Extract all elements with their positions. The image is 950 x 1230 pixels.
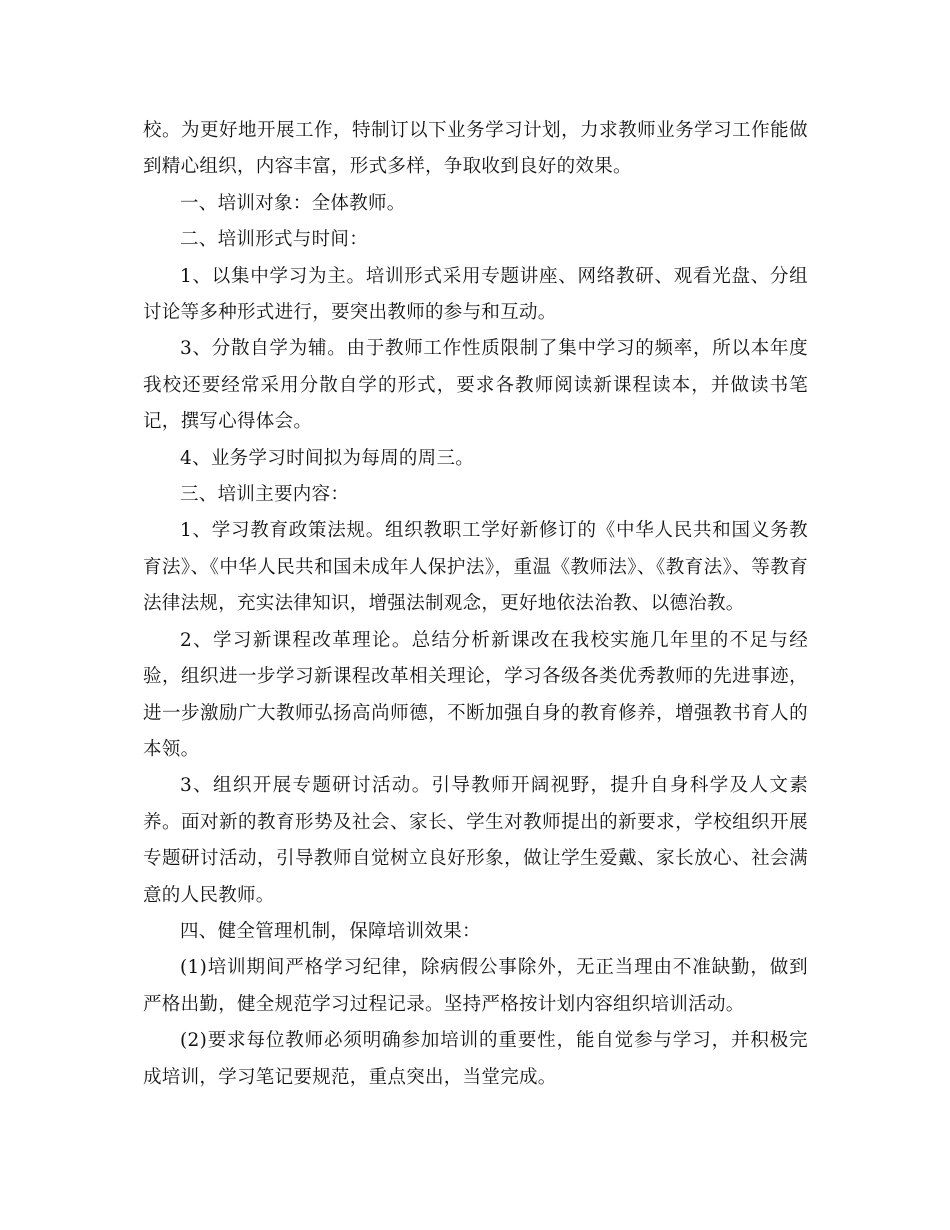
paragraph-discipline: (1)培训期间严格学习纪律，除病假公事除外，无正当理由不准缺勤，做到严格出勤，健全规范学习过程记录。坚持严格按计划内容组织培训活动。 (143, 957, 808, 1015)
heading-management-mechanism: 四、健全管理机制，保障培训效果： (180, 920, 481, 942)
paragraph-self-study: 3、分散自学为辅。由于教师工作性质限制了集中学习的频率，所以本年度我校还要经常采用分散自学的形式，要求各教师阅读新课程读本，并做读书笔记，撰写心得体会。 (143, 338, 808, 433)
paragraph-centralized-learning: 1、以集中学习为主。培训形式采用专题讲座、网络教研、观看光盘、分组讨论等多种形式进行，要突出教师的参与和互动。 (143, 265, 808, 324)
heading-training-target: 一、培训对象：全体教师。 (180, 192, 406, 214)
paragraph-curriculum-reform: 2、学习新课程改革理论。总结分析新课改在我校实施几年里的不足与经验，组织进一步学习新课程改革相关理论，学习各级各类优秀教师的先进事迹，进一步激励广大教师弘扬高尚师德，不断加强自身的教育修养，增强教书育人的本领。 (143, 629, 808, 760)
paragraph-participation: (2)要求每位教师必须明确参加培训的重要性，能自觉参与学习，并积极完成培训，学习笔记要规范，重点突出，当堂完成。 (143, 1030, 808, 1088)
paragraph-study-time: 4、业务学习时间拟为每周的周三。 (180, 447, 475, 469)
paragraph-policy-law: 1、学习教育政策法规。组织教职工学好新修订的《中华人民共和国义务教育法》、《中华人民共和国未成年人保护法》，重温《教师法》、《教育法》、等教育法律法规，充实法律知识，增强法制观念，更好地依法治教、以德治教。 (143, 520, 808, 615)
heading-training-content: 三、培训主要内容： (180, 484, 350, 506)
paragraph-seminar-activities: 3、组织开展专题研讨活动。引导教师开阔视野，提升自身科学及人文素养。面对新的教育形势及社会、家长、学生对教师提出的新要求，学校组织开展专题研讨活动，引导教师自觉树立良好形象，做让学生爱戴、家长放心、社会满意的人民教师。 (143, 775, 808, 906)
heading-training-form: 二、培训形式与时间： (180, 229, 369, 251)
paragraph-intro: 校。为更好地开展工作，特制订以下业务学习计划，力求教师业务学习工作能做到精心组织，内容丰富，形式多样，争取收到良好的效果。 (143, 120, 808, 178)
document-page (143, 113, 808, 1096)
